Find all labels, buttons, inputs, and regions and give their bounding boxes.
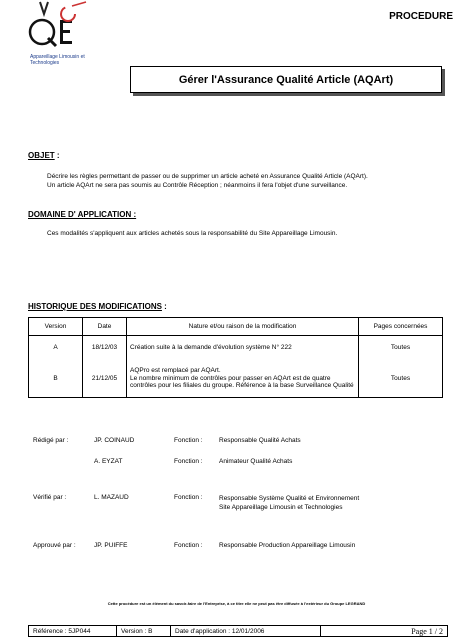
objet-heading-row [28, 145, 60, 163]
objet-line: Un article AQArt ne sera pas soumis au Contrôle Réception ; néanmoins il fera l'objet d'une surveillance. [47, 182, 348, 189]
sig-name: JP. COINAUD [94, 437, 135, 444]
footer-date: Date d'application : 12/01/2006 [171, 626, 321, 636]
sig-name: JP. PUIFFE [94, 542, 128, 549]
historique-heading: HISTORIQUE DES MODIFICATIONS [28, 302, 162, 311]
document-type: PROCEDURE [389, 11, 453, 22]
table-row [29, 336, 443, 360]
footer-version: Version : B [117, 626, 171, 636]
sig-function: Responsable Qualité Achats [219, 437, 301, 444]
sig-function-label: Fonction : [174, 542, 203, 549]
pages-cell: Toutes [359, 360, 443, 398]
sig-function-label: Fonction : [174, 494, 203, 501]
footer-page: Page 1 / 2 [411, 626, 443, 636]
table-header-row [29, 318, 443, 336]
table-row [29, 360, 443, 398]
sig-function: Responsable Système Qualité et Environnement Site Appareillage Limousin et Technologies [219, 495, 360, 511]
sig-function: Responsable Production Appareillage Limousin [219, 542, 356, 549]
date-cell: 18/12/03 [83, 336, 127, 360]
objet-text [47, 172, 457, 190]
column-header: Nature et/ou raison de la modification [127, 318, 359, 336]
logo-caption: Appareillage Limousin et Technologies [30, 54, 85, 66]
footer-bar [28, 625, 448, 637]
nature-cell: Création suite à la demande d'évolution système N° 222 [127, 336, 359, 360]
footer-reference: Référence : 5JP044 [29, 626, 117, 636]
domaine-text: Ces modalités s'appliquent aux articles achetés sous la responsabilité du Site Appareillage Limousin. [47, 230, 338, 237]
historique-heading-row [28, 296, 167, 314]
domaine-heading: DOMAINE D' APPLICATION : [28, 210, 137, 219]
sig-function-label: Fonction : [174, 437, 203, 444]
confidentiality-note: Cette procédure est un élément du savoir-faire de l'Entreprise, à ce titre elle ne peut pas être diffusée à l'extérieur du Groupe LEGRAND [107, 601, 366, 606]
pages-cell: Toutes [359, 336, 443, 360]
date-cell: 21/12/05 [83, 360, 127, 398]
sig-role: Vérifié par : [33, 494, 67, 501]
objet-line: Décrire les règles permettant de passer ou de supprimer un article acheté en Assurance Qualité Article (AQArt). [47, 173, 368, 180]
sig-name: A. EYZAT [94, 458, 123, 465]
document-title: Gérer l'Assurance Qualité Article (AQArt) [130, 66, 442, 93]
sig-function-label: Fonction : [174, 458, 203, 465]
sig-role: Rédigé par : [33, 437, 69, 444]
column-header: Version [29, 318, 83, 336]
historique-heading-suffix: : [161, 302, 167, 311]
objet-heading-suffix: : [54, 151, 60, 160]
version-cell: B [29, 360, 83, 398]
objet-heading: OBJET [28, 151, 55, 160]
version-cell: A [29, 336, 83, 360]
sig-function: Animateur Qualité Achats [219, 458, 293, 465]
sig-name: L. MAZAUD [94, 494, 129, 501]
sig-role: Approuvé par : [33, 542, 76, 549]
column-header: Pages concernées [359, 318, 443, 336]
history-table [28, 317, 443, 398]
nature-cell: AQPro est remplacé par AQArt. Le nombre minimum de contrôles pour passer en AQArt est de quatre contrôles pour les filiales du groupe. Référence à la base Surveillance Qualité [127, 360, 359, 398]
column-header: Date [83, 318, 127, 336]
